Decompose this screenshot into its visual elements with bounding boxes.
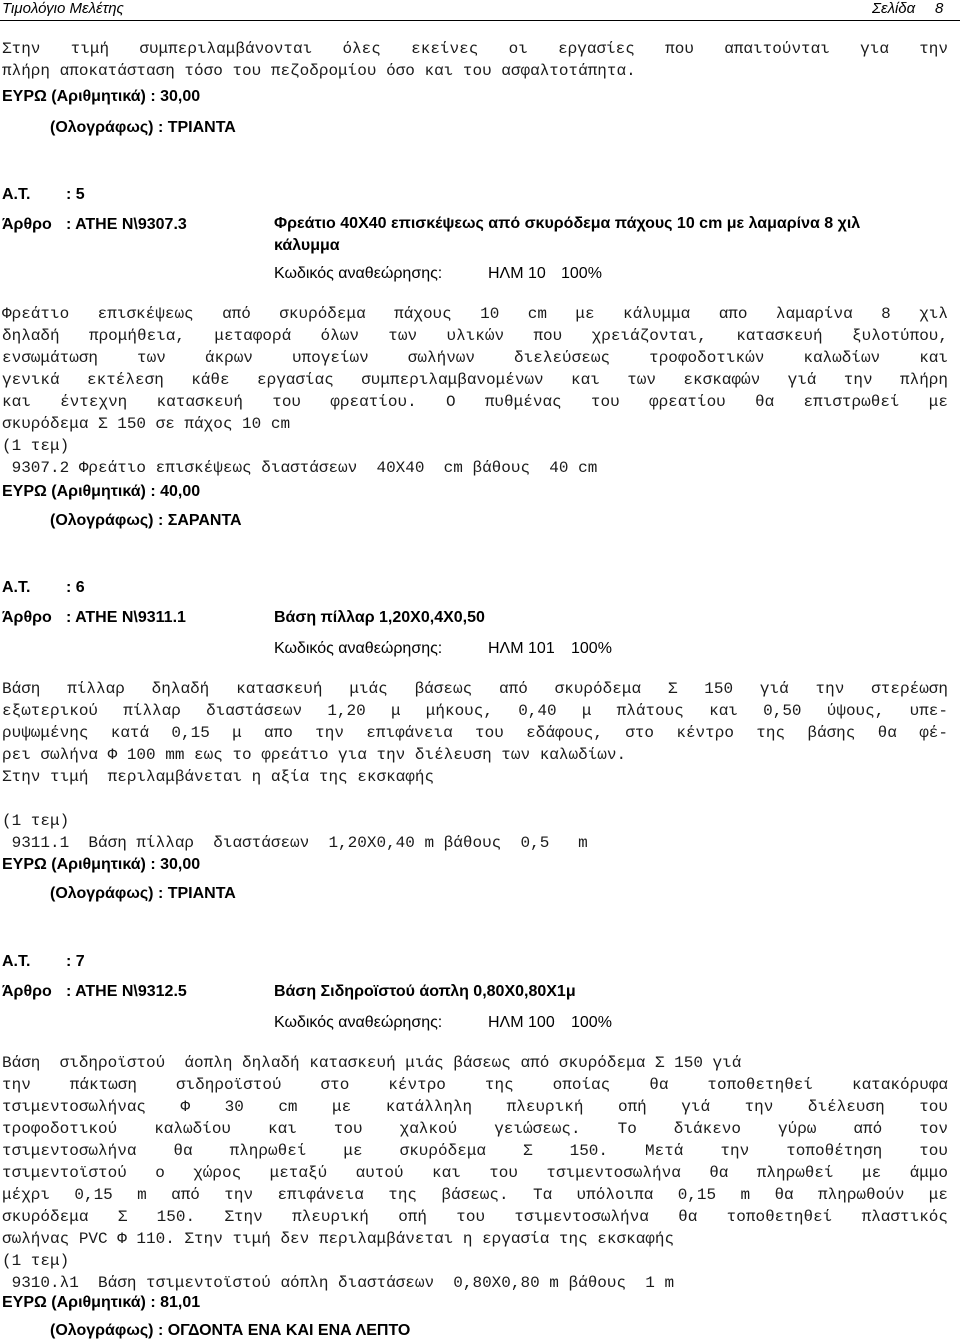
article-label: Άρθρο — [2, 609, 52, 626]
text-line: γενικά εκτέλεση κάθε εργασίας συμπεριλαμβανομένων και των εκσκαφών γιά την πλήρη — [2, 371, 948, 389]
unit-text: (1 τεμ) — [2, 1252, 70, 1270]
text-line: τροφοδοτικού καλωδίου και του χαλκού γειώσεως. Το διάκενο γύρω από τον — [2, 1120, 948, 1138]
at-label: Α.Τ. — [2, 579, 31, 596]
text-line: Βάση σιδηροϊστού άοπλη δηλαδή κατασκευή μιάς βάσεως από σκυρόδεμα Σ 150 γιά — [2, 1054, 742, 1072]
title-line: Βάση Σιδηροϊστού άοπλη 0,80Χ0,80Χ1μ — [274, 983, 576, 1000]
text-line: τσιμεντοσωλήνα θα πληρωθεί με σκυρόδεμα Σ 150. Μετά την τοποθέτηση του — [2, 1142, 948, 1160]
item-description — [2, 1052, 948, 1294]
at-value: : 7 — [66, 953, 85, 970]
revision-percent: 100% — [561, 265, 602, 282]
article-value: : ΑΤΗΕ Ν\9307.3 — [66, 216, 187, 233]
article-label: Άρθρο — [2, 216, 52, 233]
text-line: πλήρη αποκατάσταση τόσο του πεζοδρομίου όσο και του ασφαλτοτάπητα. — [2, 62, 636, 80]
revision-percent: 100% — [571, 640, 612, 657]
price-numeric: ΕΥΡΩ (Αριθμητικά) : 81,01 — [2, 1294, 201, 1311]
page-label: Σελίδα — [872, 0, 916, 17]
price-words: (Ολογράφως) : ΤΡΙΑΝΤΑ — [50, 119, 236, 136]
spec-text: 9311.1 Βάση πίλλαρ διαστάσεων 1,20Χ0,40 m βάθους 0,5 m — [2, 834, 588, 852]
header-title: Τιμολόγιο Μελέτης — [2, 0, 124, 17]
text-line: τσιμεντοσωλήνας Φ 30 cm με κατάλληλη πλευρική οπή γιά την διέλευση του — [2, 1098, 948, 1116]
page-number: 8 — [935, 0, 944, 17]
text-line: ενσωμάτωση των άκρων υπογείων σωλήνων διελεύσεως τροφοδοτικών καλωδίων και — [2, 349, 948, 367]
text-line: Φρεάτιο επισκέψεως από σκυρόδεμα πάχους 10 cm με κάλυμμα απο λαμαρίνα 8 χιλ — [2, 305, 948, 323]
revision-code: ΗΛΜ 100 — [488, 1014, 555, 1031]
spec-text: 9310.λ1 Βάση τσιμεντοϊστού αόπλη διαστάσεων 0,80Χ0,80 m βάθους 1 m — [2, 1274, 675, 1292]
revision-code: ΗΛΜ 10 — [488, 265, 546, 282]
article-value: : ΑΤΗΕ Ν\9311.1 — [66, 609, 186, 626]
text-line: μέχρι 0,15 m από την επιφάνεια της βάσεως. Τα υπόλοιπα 0,15 m θα πληρωθούν με — [2, 1186, 948, 1204]
header-rule — [0, 20, 960, 21]
item-spec-block — [2, 810, 948, 854]
text-line: εξωτερικού πίλλαρ διαστάσεων 1,20 μ μήκους, 0,40 μ πλάτους και 0,50 ύψους, υπε- — [2, 702, 948, 720]
price-numeric: ΕΥΡΩ (Αριθμητικά) : 30,00 — [2, 88, 201, 105]
text-line: Στην τιμή συμπεριλαμβάνονται όλες εκείνες οι εργασίες που απαιτούνται για την — [2, 40, 948, 58]
item-title — [274, 213, 860, 257]
text-line: δηλαδή προμήθεια, μεταφορά όλων των υλικών που χρειάζονται, κατασκευή ξυλοτύπου, — [2, 327, 948, 345]
text-line: Στην τιμή περιλαμβάνεται η αξία της εκσκαφής — [2, 768, 435, 786]
item-description — [2, 678, 948, 788]
article-label: Άρθρο — [2, 983, 52, 1000]
price-words: (Ολογράφως) : ΟΓΔΟΝΤΑ ΕΝΑ ΚΑΙ ΕΝΑ ΛΕΠΤΟ — [50, 1322, 411, 1339]
unit-text: (1 τεμ) — [2, 437, 70, 455]
text-line: σκυρόδεμα Σ 150. Στην πλευρική οπή του τσιμεντοσωλήνα θα τοποθετηθεί πλαστικός — [2, 1208, 948, 1226]
revision-label: Κωδικός αναθεώρησης: — [274, 640, 443, 657]
revision-percent: 100% — [571, 1014, 612, 1031]
at-label: Α.Τ. — [2, 953, 31, 970]
revision-label: Κωδικός αναθεώρησης: — [274, 1014, 443, 1031]
text-line: σκυρόδεμα Σ 150 σε πάχος 10 cm — [2, 415, 291, 433]
price-words: (Ολογράφως) : ΤΡΙΑΝΤΑ — [50, 885, 236, 902]
text-line: σωλήνας PVC Φ 110. Στην τιμή δεν περιλαμβάνεται η εργασία της εκσκαφής — [2, 1230, 675, 1248]
price-numeric: ΕΥΡΩ (Αριθμητικά) : 30,00 — [2, 856, 201, 873]
article-value: : ΑΤΗΕ Ν\9312.5 — [66, 983, 187, 1000]
item-description — [2, 303, 948, 479]
text-line: τσιμεντοϊστού ο χώρος μεταξύ αυτού και του τσιμεντοσωλήνα θα πληρωθεί με άμμο — [2, 1164, 948, 1182]
at-value: : 5 — [66, 186, 85, 203]
intro-paragraph — [2, 38, 948, 82]
text-line: Βάση πίλλαρ δηλαδή κατασκευή μιάς βάσεως από σκυρόδεμα Σ 150 γιά την στερέωση — [2, 680, 948, 698]
price-numeric: ΕΥΡΩ (Αριθμητικά) : 40,00 — [2, 483, 201, 500]
text-line: την πάκτωση σιδηροϊστού στο κέντρο της οποίας θα τοποθετηθεί κατακόρυφα — [2, 1076, 948, 1094]
revision-label: Κωδικός αναθεώρησης: — [274, 265, 443, 282]
text-line: ρει σωλήνα Φ 100 mm εως το φρεάτιο για την διέλευση των καλωδίων. — [2, 746, 627, 764]
title-line: Φρεάτιο 40Χ40 επισκέψεως από σκυρόδεμα πάχους 10 cm με λαμαρίνα 8 χιλ — [274, 215, 861, 232]
text-line: και έντεχνη κατασκευή του φρεατίου. Ο πυθμένας του φρεατίου θα επιστρωθεί με — [2, 393, 948, 411]
unit-text: (1 τεμ) — [2, 812, 70, 830]
text-line: ρυψωμένης κατά 0,15 μ απο την επιφάνεια του εδάφους, στο κέντρο της βάσης θα φέ- — [2, 724, 948, 742]
price-words: (Ολογράφως) : ΣΑΡΑΝΤΑ — [50, 512, 242, 529]
spec-text: 9307.2 Φρεάτιο επισκέψεως διαστάσεων 40Χ40 cm βάθους 40 cm — [2, 459, 598, 477]
title-line: κάλυμμα — [274, 237, 340, 254]
item-title — [274, 981, 576, 1003]
revision-code: ΗΛΜ 101 — [488, 640, 555, 657]
title-line: Βάση πίλλαρ 1,20Χ0,4Χ0,50 — [274, 609, 485, 626]
item-title — [274, 607, 485, 629]
at-value: : 6 — [66, 579, 85, 596]
at-label: Α.Τ. — [2, 186, 31, 203]
